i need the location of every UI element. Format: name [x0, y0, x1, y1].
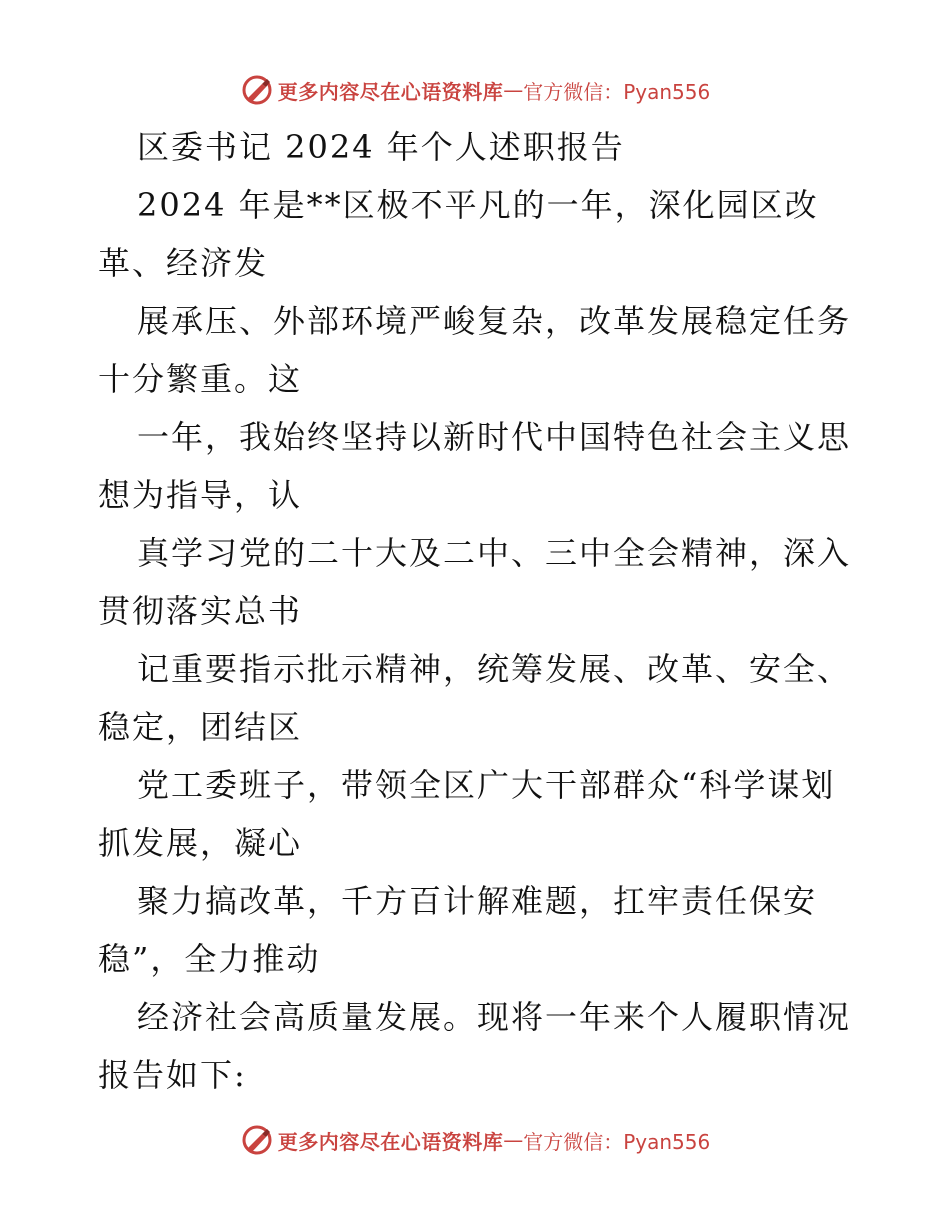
- header-banner: [0, 70, 950, 110]
- banner-dash: —: [503, 1128, 524, 1152]
- paragraph-line: 聚力搞改革，千方百计解难题，扛牢责任保安: [137, 882, 818, 920]
- logo-icon: [240, 1123, 274, 1157]
- paragraph-line: 稳”，全力推动: [98, 940, 321, 978]
- banner-main-text: 更多内容尽在心语资料库: [277, 79, 504, 104]
- paragraph-line: 2024 年是**区极不平凡的一年，深化园区改: [137, 186, 819, 224]
- paragraph-line: 抓发展，凝心: [98, 824, 303, 862]
- banner-sub-text: 官方微信：Pyan556: [523, 1129, 711, 1154]
- banner-sub-text: 官方微信：Pyan556: [523, 79, 711, 104]
- footer-banner: [0, 1120, 950, 1160]
- banner-main-text: 更多内容尽在心语资料库: [277, 1129, 504, 1154]
- paragraph-line: 记重要指示批示精神，统筹发展、改革、安全、: [137, 650, 852, 688]
- paragraph-line: 报告如下:: [98, 1056, 247, 1094]
- paragraph-line: 贯彻落实总书: [98, 592, 303, 630]
- paragraph-line: 真学习党的二十大及二中、三中全会精神，深入: [137, 534, 852, 572]
- paragraph-line: 十分繁重。这: [98, 360, 303, 398]
- logo-icon: [240, 73, 274, 107]
- paragraph-line: 展承压、外部环境严峻复杂，改革发展稳定任务: [137, 302, 852, 340]
- paragraph-line: 想为指导，认: [98, 476, 303, 514]
- paragraph-line: 党工委班子，带领全区广大干部群众“科学谋划: [137, 766, 836, 804]
- document-title: 区委书记 2024 年个人述职报告: [137, 128, 625, 166]
- paragraph-line: 一年，我始终坚持以新时代中国特色社会主义思: [137, 418, 852, 456]
- paragraph-line: 革、经济发: [98, 244, 269, 282]
- paragraph-line: 稳定，团结区: [98, 708, 303, 746]
- paragraph-line: 经济社会高质量发展。现将一年来个人履职情况: [137, 998, 852, 1036]
- banner-dash: —: [503, 78, 524, 102]
